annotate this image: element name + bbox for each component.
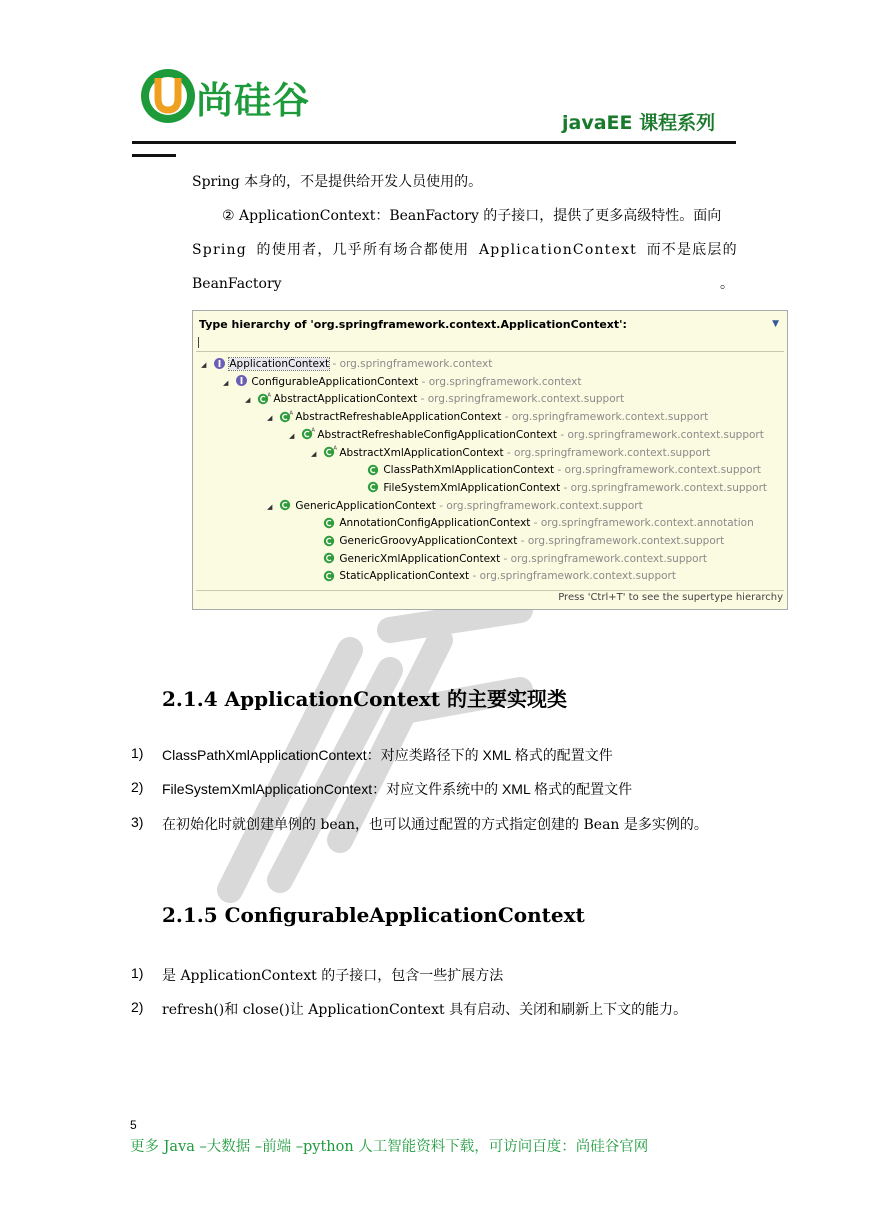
header-rule	[132, 141, 736, 144]
package-name: - org.springframework.context.support	[469, 570, 676, 583]
package-name: - org.springframework.context.support	[500, 552, 708, 565]
type-name: ClassPathXmlApplicationContext	[383, 464, 555, 477]
list-item: refresh()和 close()让 ApplicationContext 具有启动、关闭和刷新上下文的能力。	[162, 1002, 688, 1018]
package-name: - org.springframework.context	[418, 375, 582, 388]
package-name: - org.springframework.context.support	[501, 411, 709, 424]
list-item-number: 1)	[131, 745, 144, 761]
type-name: FileSystemXmlApplicationContext	[383, 481, 561, 494]
header-rule-short	[132, 154, 176, 157]
class-icon	[323, 551, 336, 564]
expand-arrow-icon[interactable]: ◢	[289, 431, 295, 440]
class-icon	[367, 480, 380, 493]
hierarchy-row[interactable]	[355, 461, 761, 479]
abstract-class-icon	[257, 392, 270, 405]
hierarchy-title: Type hierarchy of 'org.springframework.context.ApplicationContext':	[199, 318, 627, 331]
abstract-class-icon	[301, 427, 314, 440]
hierarchy-row[interactable]	[311, 567, 676, 585]
svg-text:A: A	[333, 445, 337, 452]
series-title: javaEE 课程系列	[562, 112, 716, 134]
expand-arrow-icon[interactable]: ◢	[267, 502, 273, 511]
section-heading-2-1-5: 2.1.5 ConfigurableApplicationContext	[162, 903, 585, 927]
logo-mark	[138, 64, 198, 126]
paragraph-2-line-3: BeanFactory	[192, 276, 282, 292]
hierarchy-row[interactable]	[311, 550, 707, 568]
list-item: ClassPathXmlApplicationContext：对应类路径下的 XML 格式的配置文件	[162, 747, 613, 763]
hierarchy-row[interactable]	[311, 532, 724, 550]
section-heading-2-1-4: 2.1.4 ApplicationContext 的主要实现类	[162, 687, 568, 711]
paragraph-2-end: 。	[720, 276, 734, 292]
type-name: AbstractXmlApplicationContext	[339, 446, 504, 459]
type-name: AbstractApplicationContext	[273, 393, 418, 406]
type-name: ApplicationContext	[229, 358, 330, 370]
paragraph-1: Spring 本身的，不是提供给开发人员使用的。	[192, 174, 483, 190]
svg-text:A: A	[311, 427, 315, 434]
type-name: AbstractRefreshableConfigApplicationContext	[317, 428, 558, 441]
list-item-number: 2)	[131, 999, 144, 1015]
list-item: FileSystemXmlApplicationContext：对应文件系统中的 XML 格式的配置文件	[162, 781, 633, 797]
package-name: - org.springframework.context.support	[435, 499, 643, 512]
class-icon	[323, 569, 336, 582]
type-name: GenericXmlApplicationContext	[339, 552, 501, 565]
hierarchy-hint: Press 'Ctrl+T' to see the supertype hierarchy	[558, 592, 783, 603]
abstract-class-icon	[323, 445, 336, 458]
logo-text: 尚硅谷	[196, 79, 310, 122]
list-item: 在初始化时就创建单例的 bean，也可以通过配置的方式指定创建的 Bean 是多实例的。	[162, 817, 708, 833]
hierarchy-row[interactable]	[267, 408, 708, 426]
type-name: AnnotationConfigApplicationContext	[339, 517, 531, 530]
interface-icon	[235, 374, 248, 387]
divider	[196, 351, 784, 352]
expand-arrow-icon[interactable]: ◢	[245, 396, 251, 405]
class-icon	[323, 534, 336, 547]
list-item-number: 2)	[131, 779, 144, 795]
type-name: GenericApplicationContext	[295, 499, 436, 512]
package-name: - org.springframework.context.support	[417, 393, 625, 406]
abstract-class-icon	[279, 410, 292, 423]
hierarchy-row[interactable]	[311, 444, 710, 462]
divider	[196, 590, 784, 591]
package-name: - org.springframework.context.support	[554, 464, 762, 477]
package-name: - org.springframework.context	[329, 358, 493, 370]
paragraph-2-line-1: ② ApplicationContext：BeanFactory 的子接口，提供了更多高级特性。面向	[222, 208, 722, 224]
list-item: 是 ApplicationContext 的子接口，包含一些扩展方法	[162, 968, 504, 984]
expand-arrow-icon[interactable]: ◢	[311, 449, 317, 458]
hierarchy-row[interactable]	[355, 479, 767, 497]
type-name: StaticApplicationContext	[339, 570, 470, 583]
hierarchy-row[interactable]	[267, 497, 643, 515]
expand-arrow-icon[interactable]: ◢	[201, 361, 207, 369]
class-icon	[367, 463, 380, 476]
list-item-number: 3)	[131, 814, 144, 830]
type-name: ConfigurableApplicationContext	[251, 375, 419, 388]
package-name: - org.springframework.context.support	[557, 428, 764, 441]
package-name: - org.springframework.context.support	[517, 535, 725, 547]
class-icon	[279, 498, 292, 511]
type-hierarchy-panel	[192, 310, 788, 610]
chevron-down-icon[interactable]: ▼	[772, 319, 779, 329]
package-name: - org.springframework.context.support	[503, 446, 711, 459]
expand-arrow-icon[interactable]: ◢	[223, 378, 229, 387]
interface-icon	[213, 357, 226, 370]
filter-input-cursor[interactable]	[198, 337, 199, 348]
footer-text: 更多 Java –大数据 –前端 –python 人工智能资料下载，可访问百度：尚硅谷官网	[130, 1139, 649, 1155]
type-name: AbstractRefreshableApplicationContext	[295, 411, 502, 424]
expand-arrow-icon[interactable]: ◢	[267, 414, 273, 423]
hierarchy-row[interactable]	[311, 514, 754, 532]
page-number: 5	[130, 1118, 137, 1132]
package-name: - org.springframework.context.annotation	[530, 517, 754, 530]
hierarchy-row[interactable]	[289, 426, 764, 444]
paragraph-2-line-2: Spring 的使用者，几乎所有场合都使用 ApplicationContext 而不是底层的	[192, 242, 738, 258]
list-item-number: 1)	[131, 965, 144, 981]
package-name: - org.springframework.context.support	[560, 481, 768, 494]
class-icon	[323, 516, 336, 529]
hierarchy-row[interactable]	[223, 373, 581, 391]
type-name: GenericGroovyApplicationContext	[339, 535, 518, 547]
svg-text:A: A	[289, 410, 293, 417]
hierarchy-row[interactable]	[245, 390, 624, 408]
hierarchy-row[interactable]	[201, 355, 492, 373]
svg-text:A: A	[267, 392, 271, 399]
